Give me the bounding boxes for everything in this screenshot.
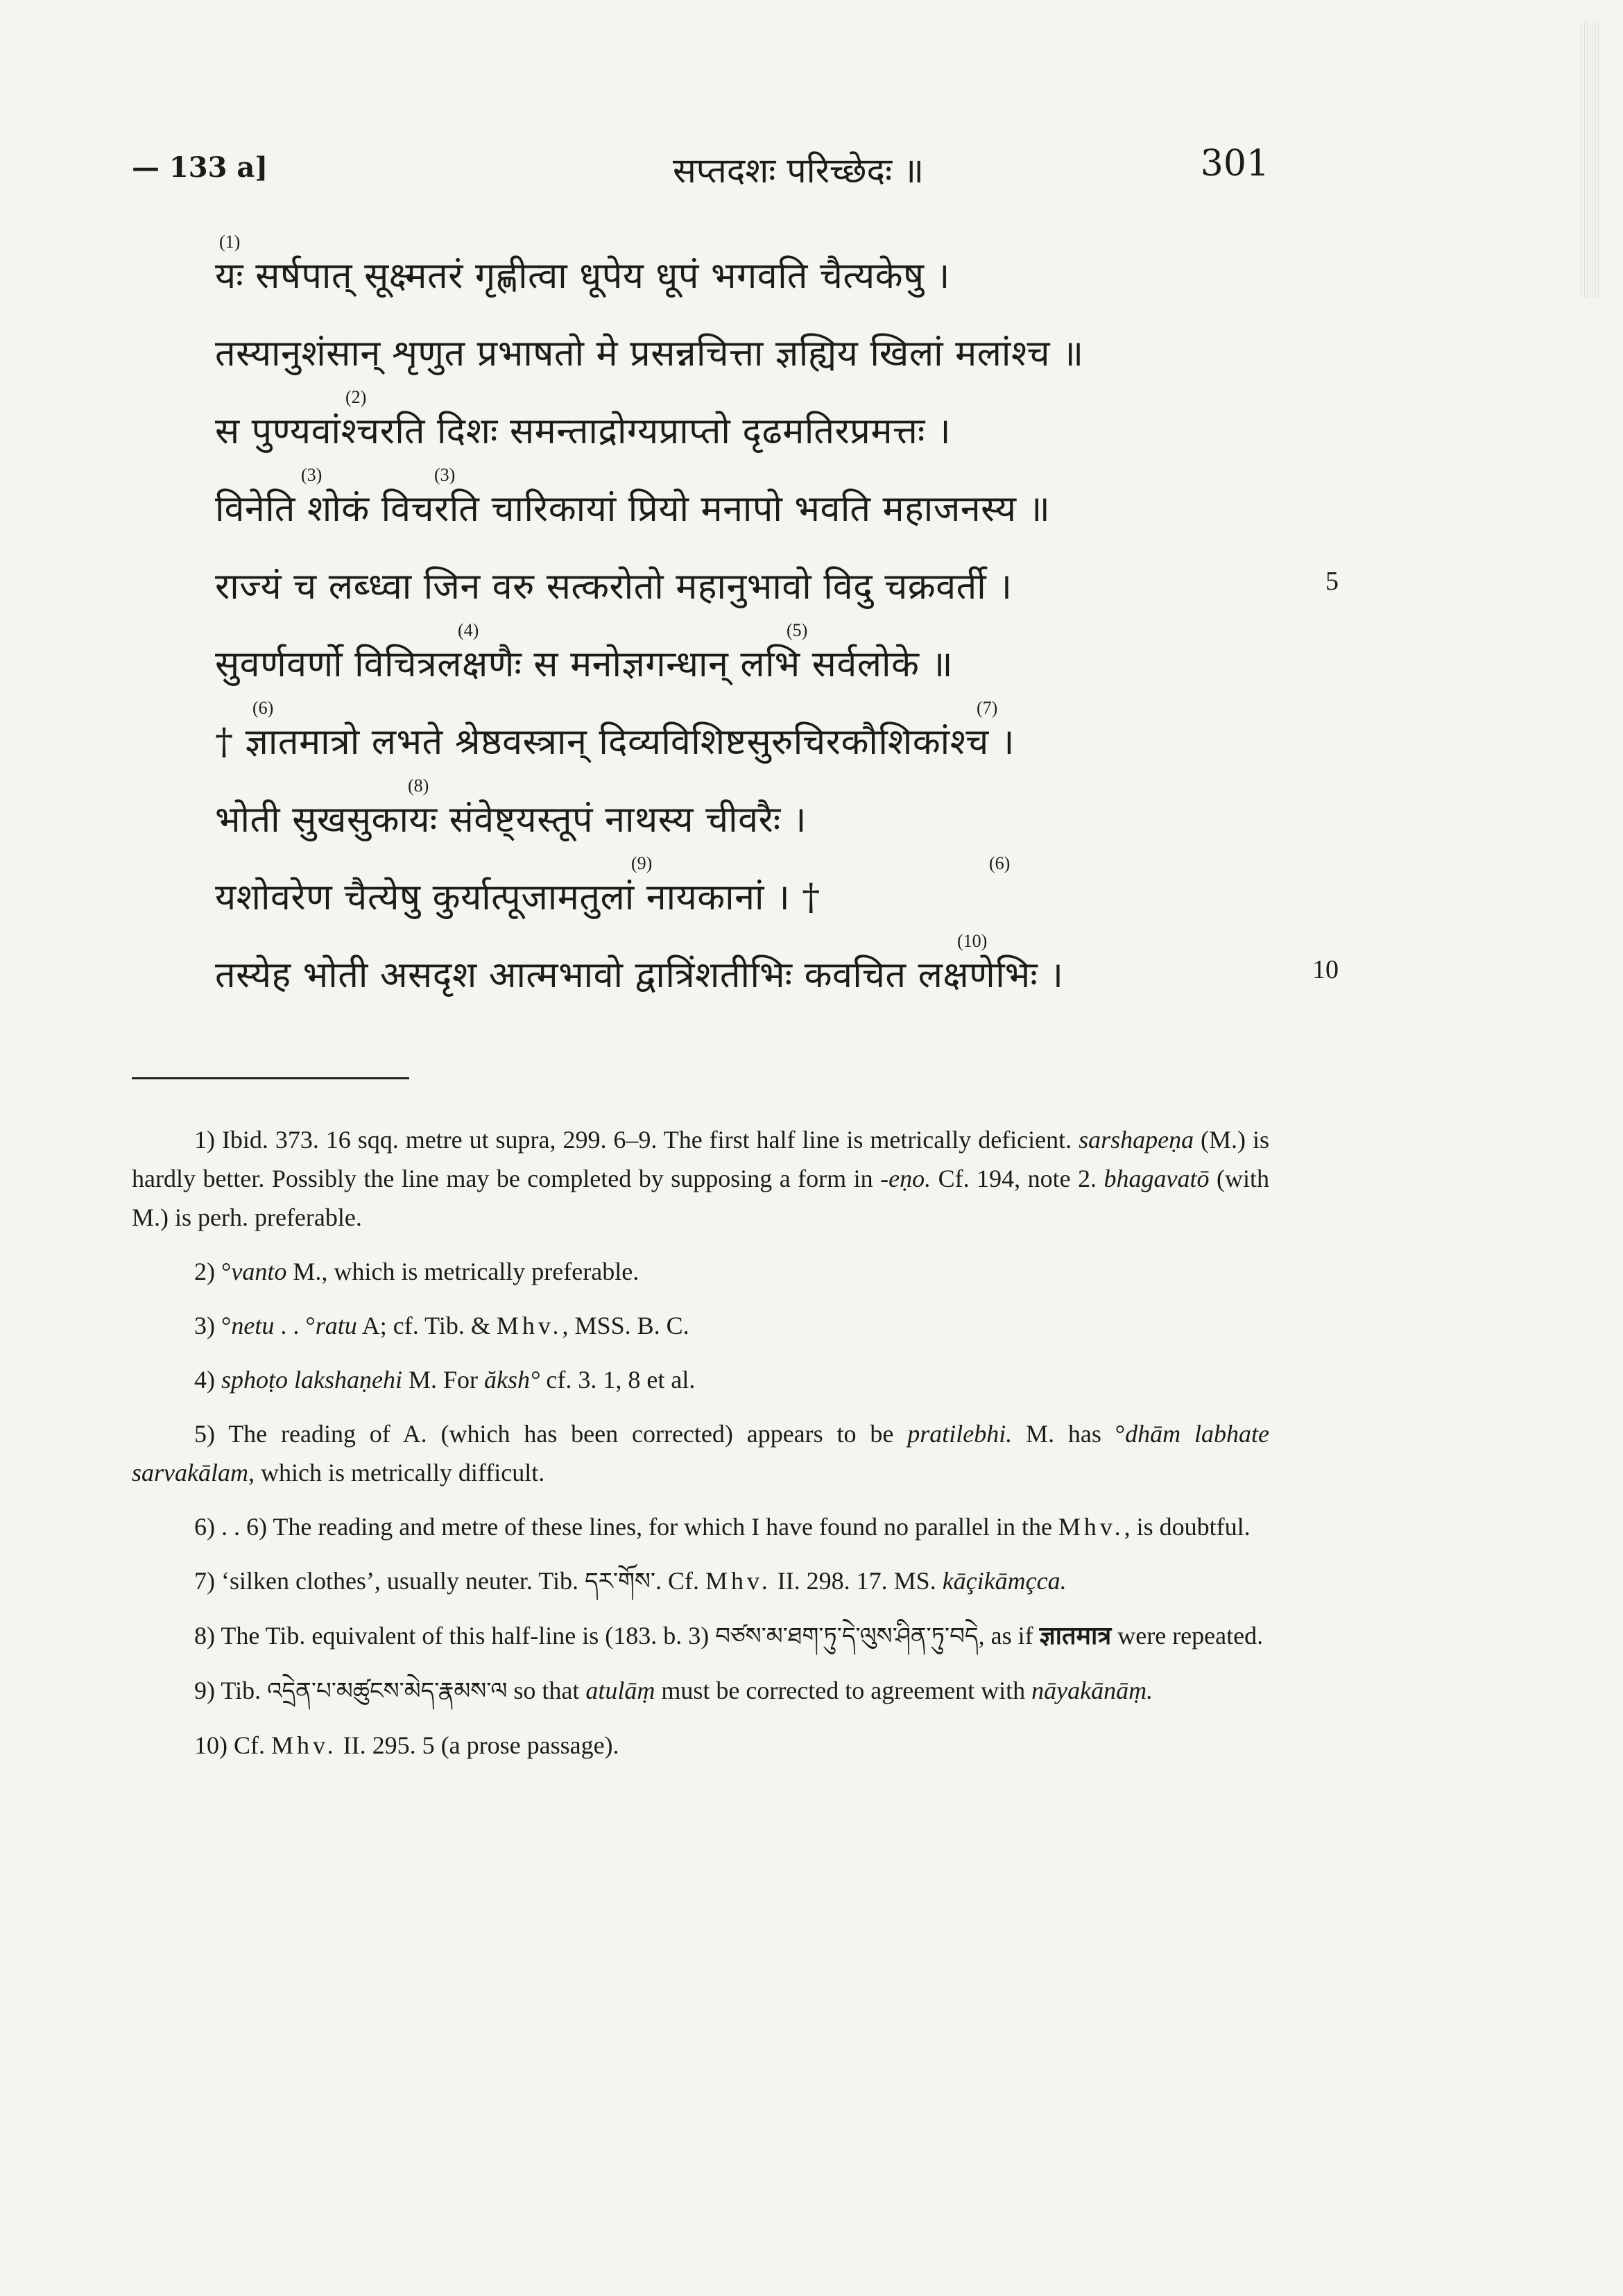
- footnote-text: 7) ‘silken clothes’, usually neuter. Tib.: [194, 1567, 585, 1595]
- footnote-text: 4): [194, 1366, 221, 1394]
- verse-line-10: [215, 931, 1339, 1013]
- page-reference: — 133 a]: [132, 151, 268, 184]
- footnote-italic: vanto: [231, 1258, 287, 1285]
- footnote-text: 5) The reading of A. (which has been corrected) appears to be: [194, 1420, 908, 1448]
- devanagari-text: ज्ञातमात्र: [1039, 1622, 1112, 1650]
- footnote-6: [132, 1507, 1269, 1546]
- tibetan-text: བཙས་མ་ཐག་ཏུ་དེ་ལུས་ཤིན་ཏུ་བདེ: [715, 1622, 979, 1650]
- footnote-8: [132, 1616, 1269, 1656]
- verse-block: [215, 232, 1339, 1013]
- chapter-title: सप्तदशः परिच्छेदः ॥: [673, 151, 924, 191]
- footnote-text: M. has °: [1012, 1420, 1126, 1448]
- verse-line-9: [215, 853, 1339, 935]
- footnote-italic: kāçikāmçca.: [942, 1567, 1067, 1595]
- footnote-text: were repeated.: [1111, 1622, 1264, 1650]
- tibetan-text: དར་གོས་: [584, 1568, 656, 1595]
- verse-text: भोती सुखसुकायः संवेष्ट्यस्तूपं नाथस्य चीवरैः ।: [215, 799, 807, 841]
- footnote-mark: (5): [787, 620, 808, 640]
- footnote-spaced: Mhv.: [496, 1312, 563, 1339]
- footnote-text: 6) . . 6) The reading and metre of these lines, for which I have found no parallel in the: [194, 1513, 1058, 1541]
- footnotes: [132, 1120, 1269, 1780]
- footnote-italic: ratu: [315, 1312, 357, 1339]
- footnote-4: [132, 1360, 1269, 1399]
- footnote-text: II. 298. 17. MS.: [771, 1567, 943, 1595]
- footnote-separator: [132, 1077, 409, 1079]
- footnote-text: , is doubtful.: [1124, 1513, 1251, 1541]
- footnote-mark: (7): [977, 698, 998, 718]
- footnote-mark: (9): [631, 853, 653, 873]
- footnote-mark: (6): [989, 853, 1011, 873]
- verse-text: तस्येह भोती असदृश आत्मभावो द्वात्रिंशतीभिः कवचित लक्षणेभिः ।: [215, 954, 1064, 996]
- footnote-7: [132, 1561, 1269, 1601]
- verse-line-5: [215, 547, 1339, 624]
- verse-line-8: [215, 776, 1339, 857]
- footnote-text: 2) °: [194, 1258, 232, 1285]
- footnote-text: 10) Cf.: [194, 1731, 271, 1759]
- footnote-italic: netu: [231, 1312, 275, 1339]
- footnote-9: [132, 1671, 1269, 1711]
- footnote-italic: atulāṃ: [585, 1677, 655, 1704]
- verse-text: † ज्ञातमात्रो लभते श्रेष्ठवस्त्रान् दिव्यविशिष्टसुरुचिरकौशिकांश्च ।: [215, 721, 1015, 763]
- footnote-spaced: Mhv.: [271, 1731, 337, 1759]
- footnote-text: M., which is metrically preferable.: [286, 1258, 639, 1285]
- tibetan-text: འདྲེན་པ་མཚུངས་མེད་རྣམས་ལ: [267, 1677, 508, 1705]
- footnote-text: A; cf. Tib. &: [357, 1312, 497, 1339]
- footnote-text: Cf. 194, note 2.: [931, 1165, 1104, 1192]
- footnote-mark: (1): [219, 232, 241, 252]
- verse-line-4: [215, 465, 1339, 547]
- footnote-text: must be corrected to agreement with: [655, 1677, 1032, 1704]
- footnote-text: . . °: [274, 1312, 316, 1339]
- verse-text: सुवर्णवर्णो विचित्रलक्षणैः स मनोज्ञगन्धान् लभि सर्वलोके ॥: [215, 644, 954, 685]
- footnote-mark: (3): [301, 465, 323, 485]
- verse-line-3: [215, 387, 1339, 469]
- footnote-text: 9) Tib.: [194, 1677, 268, 1704]
- footnote-mark: (10): [957, 931, 988, 951]
- verse-text: तस्यानुशंसान् शृणुत प्रभाषतो मे प्रसन्नचित्ता ज्ञह्यिय खिलां मलांश्च ॥: [215, 333, 1084, 375]
- footnote-text: 3) °: [194, 1312, 232, 1339]
- verse-text: राज्यं च लब्ध्वा जिन वरु सत्करोतो महानुभावो विदु चक्रवर्ती ।: [215, 566, 1013, 608]
- running-header: [132, 143, 1269, 194]
- scan-edge-noise: [1581, 21, 1599, 298]
- footnote-italic: pratilebhi.: [907, 1420, 1013, 1448]
- footnote-1: [132, 1120, 1269, 1237]
- verse-line-2: [215, 314, 1339, 391]
- footnote-text: . Cf.: [655, 1567, 706, 1595]
- footnote-text: M. For: [402, 1366, 485, 1394]
- footnote-text: , as if: [978, 1622, 1040, 1650]
- footnote-mark: (8): [408, 776, 429, 796]
- footnote-italic: -eṇo.: [880, 1165, 931, 1192]
- verse-line-7: [215, 698, 1339, 780]
- footnote-italic: sphoṭo lakshaṇehi: [221, 1366, 402, 1394]
- footnote-3: [132, 1306, 1269, 1345]
- footnote-text: 8) The Tib. equivalent of this half-line is (183. b. 3): [194, 1622, 716, 1650]
- footnote-text: 1) Ibid. 373. 16 sqq. metre ut supra, 299. 6–9. The first half line is metrically deficient.: [194, 1126, 1079, 1154]
- footnote-2: [132, 1252, 1269, 1291]
- footnote-spaced: Mhv.: [1058, 1513, 1124, 1541]
- page-number: 301: [1200, 143, 1269, 185]
- footnote-text: (with M.) is perh. preferable.: [132, 1165, 1269, 1231]
- verse-line-number: 5: [1325, 567, 1339, 596]
- verse-text: स पुण्यवांश्चरति दिशः समन्ताद्रोग्यप्राप्तो दृढमतिरप्रमत्तः ।: [215, 411, 952, 452]
- footnote-5: [132, 1414, 1269, 1492]
- footnote-italic: sarshapeṇa: [1079, 1126, 1194, 1154]
- footnote-italic: nāyakānāṃ.: [1031, 1677, 1153, 1704]
- footnote-text: cf. 3. 1, 8 et al.: [540, 1366, 696, 1394]
- footnote-text: , MSS. B. C.: [562, 1312, 689, 1339]
- footnote-mark: (4): [458, 620, 479, 640]
- verse-line-number: 10: [1312, 955, 1339, 984]
- footnote-italic: bhagavatō: [1104, 1165, 1210, 1192]
- footnote-mark: (2): [345, 387, 367, 407]
- footnote-10: [132, 1726, 1269, 1765]
- footnote-text: , which is metrically difficult.: [248, 1459, 545, 1487]
- verse-text: यशोवरेण चैत्येषु कुर्यात्पूजामतुलां नायकानां । †: [215, 877, 821, 918]
- footnote-italic: ăksh°: [484, 1366, 540, 1394]
- footnote-mark: (6): [252, 698, 274, 718]
- verse-text: विनेति शोकं विचरति चारिकायां प्रियो मनापो भवति महाजनस्य ॥: [215, 488, 1051, 530]
- footnote-spaced: Mhv.: [705, 1567, 771, 1595]
- verse-line-6: [215, 620, 1339, 702]
- footnote-text: (M.) is hardly better. Possibly the line may be completed by supposing a form in: [132, 1126, 1269, 1192]
- footnote-text: so that: [507, 1677, 586, 1704]
- footnote-mark: (3): [434, 465, 456, 485]
- footnote-italic: dhām labhate sarvakālam: [132, 1420, 1269, 1487]
- verse-line-1: [215, 232, 1339, 314]
- footnote-text: II. 295. 5 (a prose passage).: [336, 1731, 619, 1759]
- verse-text: यः सर्षपात् सूक्ष्मतरं गृह्णीत्वा धूपेय धूपं भगवति चैत्यकेषु ।: [215, 255, 950, 297]
